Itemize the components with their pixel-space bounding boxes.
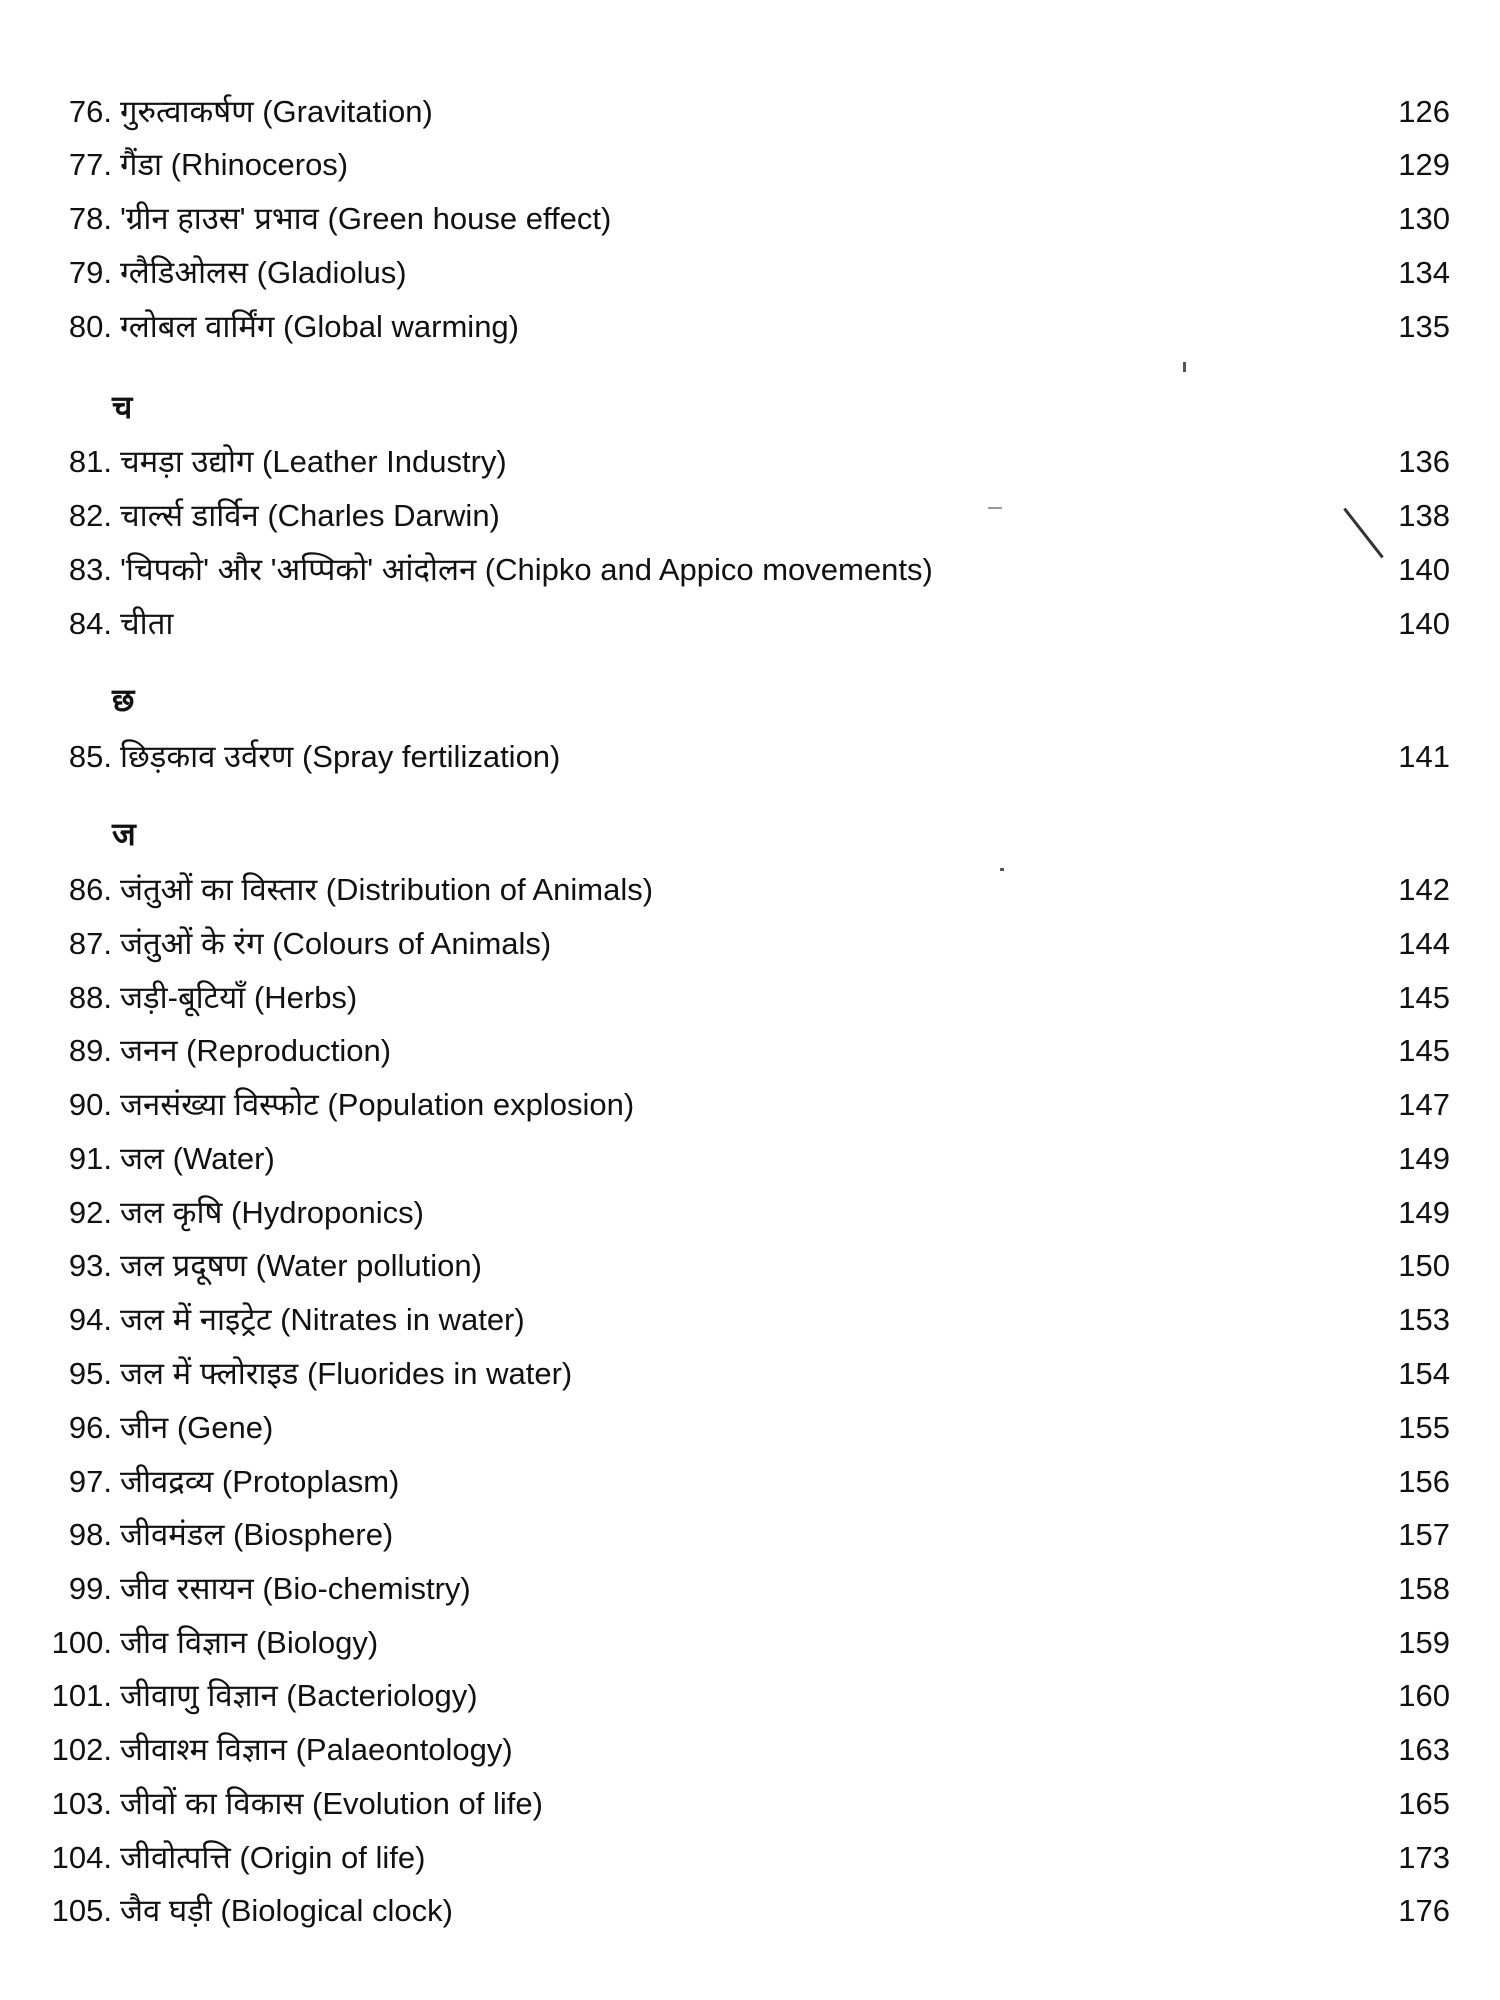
entry-number: 83.: [68, 552, 112, 587]
entry-title: 'ग्रीन हाउस' प्रभाव (Green house effect): [120, 201, 612, 236]
entry-number: 98.: [68, 1517, 112, 1552]
entry-number: 77.: [68, 147, 112, 182]
entry-number: 79.: [68, 255, 112, 290]
entry-number: 96.: [68, 1410, 112, 1445]
entry-title: चीता: [120, 606, 174, 641]
entry-page-number: 149: [1398, 1141, 1450, 1176]
index-entry: [0, 305, 1500, 349]
entry-title: जीन (Gene): [120, 1410, 274, 1445]
entry-number: 81.: [68, 444, 112, 479]
entry-page-number: 149: [1398, 1195, 1450, 1230]
index-entry: [0, 143, 1500, 187]
entry-page-number: 140: [1398, 606, 1450, 641]
entry-number: 91.: [68, 1141, 112, 1176]
entry-page-number: 145: [1398, 980, 1450, 1015]
index-entry: [0, 90, 1500, 134]
section-letter-heading: ज: [112, 815, 136, 853]
entry-number: 93.: [68, 1248, 112, 1283]
entry-title: ग्लैडिओलस (Gladiolus): [120, 255, 407, 290]
entry-number: 89.: [68, 1033, 112, 1068]
entry-page-number: 156: [1398, 1464, 1450, 1499]
entry-title: जल (Water): [120, 1141, 275, 1176]
entry-page-number: 134: [1398, 255, 1450, 290]
entry-page-number: 130: [1398, 201, 1450, 236]
index-entry: [0, 1836, 1500, 1880]
entry-title: जैव घड़ी (Biological clock): [120, 1893, 453, 1928]
entry-number: 90.: [68, 1087, 112, 1122]
entry-title: चमड़ा उद्योग (Leather Industry): [120, 444, 507, 479]
entry-title: जीवों का विकास (Evolution of life): [120, 1786, 543, 1821]
entry-page-number: 141: [1398, 739, 1450, 774]
entry-number: 86.: [68, 872, 112, 907]
entry-title: जीवाश्म विज्ञान (Palaeontology): [120, 1732, 513, 1767]
entry-title: जीवद्रव्य (Protoplasm): [120, 1464, 400, 1499]
index-entry: [0, 1137, 1500, 1181]
entry-page-number: 144: [1398, 926, 1450, 961]
entry-title: ग्लोबल वार्मिंग (Global warming): [120, 309, 519, 344]
entry-title: गैंडा (Rhinoceros): [120, 147, 349, 182]
entry-number: 99.: [68, 1571, 112, 1606]
index-entry: [0, 735, 1500, 779]
entry-number: 76.: [68, 94, 112, 129]
entry-number: 78.: [68, 201, 112, 236]
index-entry: [0, 976, 1500, 1020]
entry-number: 82.: [68, 498, 112, 533]
entry-page-number: 173: [1398, 1840, 1450, 1875]
entry-title: जल में नाइट्रेट (Nitrates in water): [120, 1302, 525, 1337]
entry-number: 101.: [51, 1678, 112, 1713]
entry-page-number: 138: [1398, 498, 1450, 533]
index-entry: [0, 1728, 1500, 1772]
entry-title: जड़ी-बूटियाँ (Herbs): [120, 980, 358, 1015]
entry-number: 88.: [68, 980, 112, 1015]
section-letter-heading: च: [112, 388, 133, 426]
entry-number: 103.: [51, 1786, 112, 1821]
index-entry: [0, 548, 1500, 592]
entry-page-number: 155: [1398, 1410, 1450, 1445]
index-entry: [0, 1460, 1500, 1504]
index-entry: [0, 1621, 1500, 1665]
entry-page-number: 158: [1398, 1571, 1450, 1606]
entry-title: छिड़काव उर्वरण (Spray fertilization): [120, 739, 561, 774]
entry-number: 85.: [68, 739, 112, 774]
entry-page-number: 160: [1398, 1678, 1450, 1713]
entry-number: 84.: [68, 606, 112, 641]
entry-page-number: 142: [1398, 872, 1450, 907]
entry-title: जंतुओं के रंग (Colours of Animals): [120, 926, 552, 961]
section-letter-heading: छ: [112, 681, 135, 719]
index-entry: [0, 494, 1500, 538]
index-entry: [0, 1782, 1500, 1826]
index-entry: [0, 197, 1500, 241]
index-entry: [0, 251, 1500, 295]
index-entry: [0, 1352, 1500, 1396]
entry-page-number: 129: [1398, 147, 1450, 182]
index-entry: [0, 1298, 1500, 1342]
index-entry: [0, 1191, 1500, 1235]
index-entry: [0, 922, 1500, 966]
entry-page-number: 150: [1398, 1248, 1450, 1283]
entry-page-number: 176: [1398, 1893, 1450, 1928]
index-entry: [0, 868, 1500, 912]
entry-number: 94.: [68, 1302, 112, 1337]
entry-page-number: 126: [1398, 94, 1450, 129]
entry-page-number: 154: [1398, 1356, 1450, 1391]
index-entry: [0, 602, 1500, 646]
entry-title: जीव रसायन (Bio-chemistry): [120, 1571, 471, 1606]
entry-number: 87.: [68, 926, 112, 961]
index-entry: [0, 440, 1500, 484]
entry-title: जल में फ्लोराइड (Fluorides in water): [120, 1356, 573, 1391]
entry-page-number: 140: [1398, 552, 1450, 587]
entry-number: 105.: [51, 1893, 112, 1928]
entry-page-number: 157: [1398, 1517, 1450, 1552]
entry-number: 104.: [51, 1840, 112, 1875]
entry-title: जीवोत्पत्ति (Origin of life): [120, 1840, 426, 1875]
index-entry: [0, 1889, 1500, 1933]
entry-title: जीव विज्ञान (Biology): [120, 1625, 379, 1660]
entry-title: जनन (Reproduction): [120, 1033, 392, 1068]
entry-title: जनसंख्या विस्फोट (Population explosion): [120, 1087, 635, 1122]
index-entry: [0, 1513, 1500, 1557]
entry-number: 80.: [68, 309, 112, 344]
entry-page-number: 165: [1398, 1786, 1450, 1821]
entry-page-number: 153: [1398, 1302, 1450, 1337]
entry-title: जल प्रदूषण (Water pollution): [120, 1248, 482, 1283]
entry-title: जीवमंडल (Biosphere): [120, 1517, 394, 1552]
entry-number: 95.: [68, 1356, 112, 1391]
entry-title: जीवाणु विज्ञान (Bacteriology): [120, 1678, 478, 1713]
entry-page-number: 136: [1398, 444, 1450, 479]
entry-title: 'चिपको' और 'अप्पिको' आंदोलन (Chipko and Appico movements): [120, 552, 933, 587]
entry-page-number: 145: [1398, 1033, 1450, 1068]
entry-number: 97.: [68, 1464, 112, 1499]
index-entry: [0, 1029, 1500, 1073]
entry-page-number: 147: [1398, 1087, 1450, 1122]
index-entry: [0, 1244, 1500, 1288]
scan-speck: [1183, 362, 1186, 372]
index-entry: [0, 1083, 1500, 1127]
entry-title: चार्ल्स डार्विन (Charles Darwin): [120, 498, 500, 533]
entry-title: गुरुत्वाकर्षण (Gravitation): [120, 94, 433, 129]
entry-number: 100.: [51, 1625, 112, 1660]
entry-title: जंतुओं का विस्तार (Distribution of Animals): [120, 872, 654, 907]
index-entry: [0, 1674, 1500, 1718]
entry-title: जल कृषि (Hydroponics): [120, 1195, 424, 1230]
entry-page-number: 159: [1398, 1625, 1450, 1660]
entry-page-number: 135: [1398, 309, 1450, 344]
entry-number: 92.: [68, 1195, 112, 1230]
index-entry: [0, 1406, 1500, 1450]
entry-number: 102.: [51, 1732, 112, 1767]
entry-page-number: 163: [1398, 1732, 1450, 1767]
index-entry: [0, 1567, 1500, 1611]
